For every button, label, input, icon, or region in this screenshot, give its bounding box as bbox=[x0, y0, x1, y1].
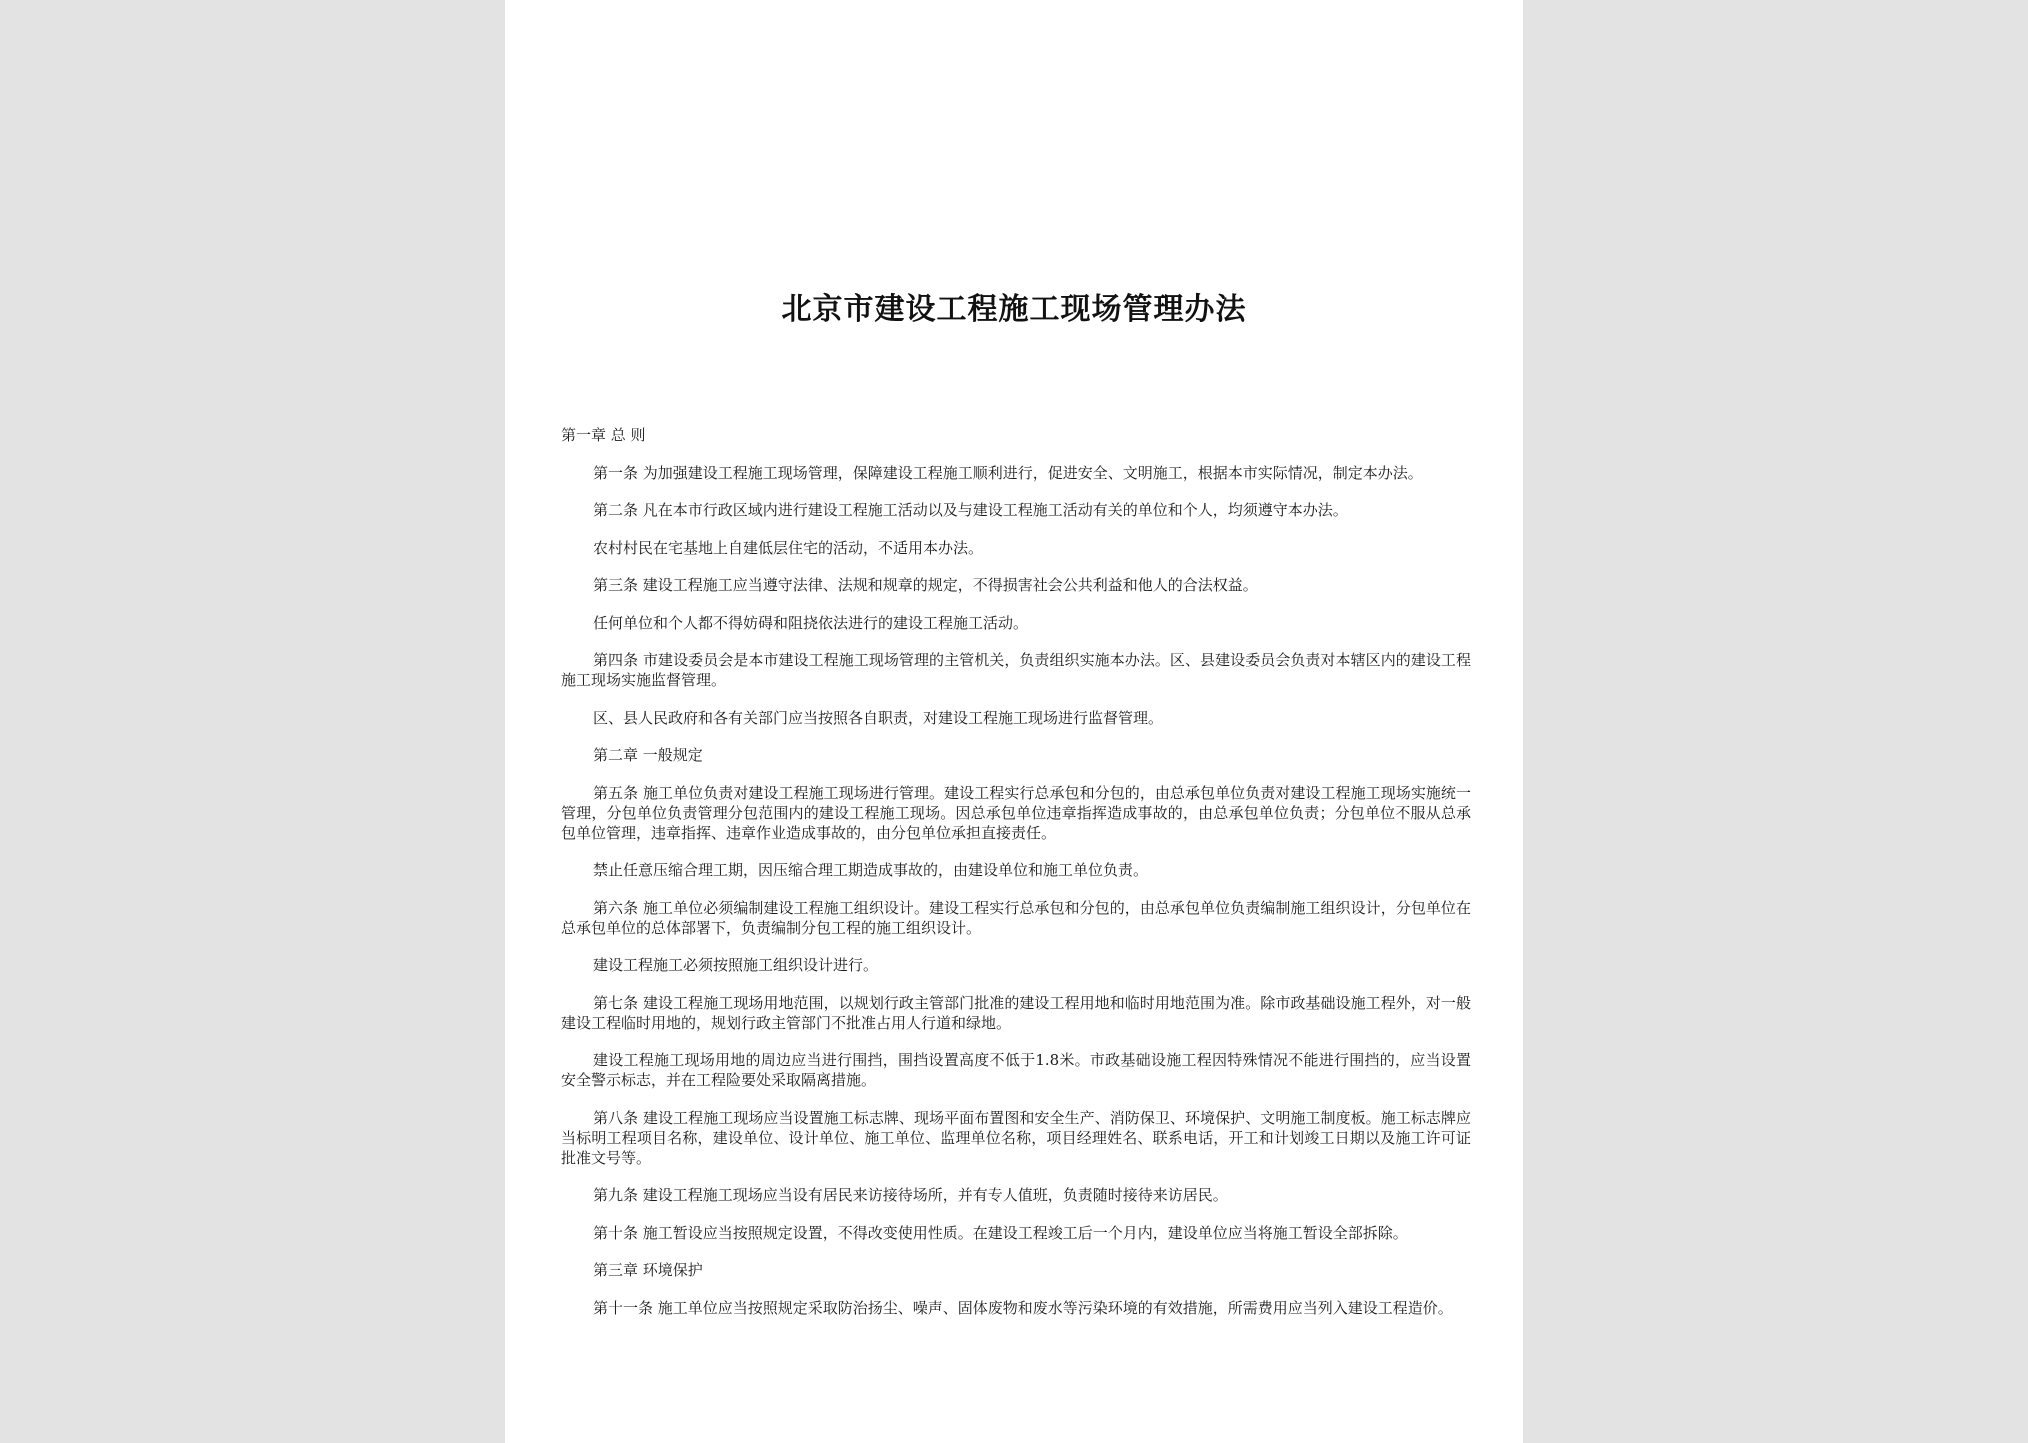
article-paragraph: 禁止任意压缩合理工期，因压缩合理工期造成事故的，由建设单位和施工单位负责。 bbox=[593, 861, 1149, 879]
article-paragraph: 第三条 建设工程施工应当遵守法律、法规和规章的规定，不得损害社会公共利益和他人的合法权益。 bbox=[593, 576, 1258, 594]
chapter-heading: 第三章 环境保护 bbox=[593, 1261, 703, 1279]
article-paragraph: 第十条 施工暂设应当按照规定设置，不得改变使用性质。在建设工程竣工后一个月内，建设单位应当将施工暂设全部拆除。 bbox=[593, 1223, 1408, 1242]
article-paragraph: 农村村民在宅基地上自建低层住宅的活动，不适用本办法。 bbox=[593, 538, 984, 557]
article-paragraph: 第八条 建设工程施工现场应当设置施工标志牌、现场平面布置图和安全生产、消防保卫、环境保护、文明施工制度板。施工标志牌应当标明工程项目名称，建设单位、设计单位、施工单位、监理单位名称，项目经理姓名、联系电话，开工和计划竣工日期以及施工许可证批准文号等。 bbox=[561, 1108, 1471, 1167]
article-paragraph: 第一条 为加强建设工程施工现场管理，保障建设工程施工顺利进行，促进安全、文明施工，根据本市实际情况，制定本办法。 bbox=[593, 463, 1423, 482]
article-paragraph: 第十一条 施工单位应当按照规定采取防治扬尘、噪声、固体废物和废水等污染环境的有效措施，所需费用应当列入建设工程造价。 bbox=[593, 1298, 1453, 1317]
document-title: 北京市建设工程施工现场管理办法 bbox=[781, 292, 1247, 327]
article-paragraph: 第九条 建设工程施工现场应当设有居民来访接待场所，并有专人值班，负责随时接待来访居民。 bbox=[593, 1186, 1228, 1204]
article-paragraph: 任何单位和个人都不得妨碍和阻挠依法进行的建设工程施工活动。 bbox=[593, 613, 1029, 632]
article-paragraph: 区、县人民政府和各有关部门应当按照各自职责，对建设工程施工现场进行监督管理。 bbox=[593, 708, 1164, 727]
document-body bbox=[561, 425, 1471, 1335]
document-page bbox=[505, 0, 1523, 1443]
article-paragraph: 第二条 凡在本市行政区域内进行建设工程施工活动以及与建设工程施工活动有关的单位和个人，均须遵守本办法。 bbox=[593, 501, 1348, 519]
article-paragraph: 第七条 建设工程施工现场用地范围，以规划行政主管部门批准的建设工程用地和临时用地范围为准。除市政基础设施工程外，对一般建设工程临时用地的，规划行政主管部门不批准占用人行道和绿地。 bbox=[561, 993, 1471, 1032]
article-paragraph: 建设工程施工现场用地的周边应当进行围挡，围挡设置高度不低于1.8米。市政基础设施工程因特殊情况不能进行围挡的，应当设置安全警示标志，并在工程险要处采取隔离措施。 bbox=[561, 1051, 1471, 1089]
chapter-heading: 第二章 一般规定 bbox=[593, 746, 703, 764]
article-paragraph: 第四条 市建设委员会是本市建设工程施工现场管理的主管机关，负责组织实施本办法。区、县建设委员会负责对本辖区内的建设工程施工现场实施监督管理。 bbox=[561, 651, 1471, 689]
chapter-heading: 第一章 总 则 bbox=[561, 426, 646, 444]
article-paragraph: 第六条 施工单位必须编制建设工程施工组织设计。建设工程实行总承包和分包的，由总承包单位负责编制施工组织设计，分包单位在总承包单位的总体部署下，负责编制分包工程的施工组织设计。 bbox=[561, 898, 1471, 937]
article-paragraph: 建设工程施工必须按照施工组织设计进行。 bbox=[593, 956, 879, 974]
article-paragraph: 第五条 施工单位负责对建设工程施工现场进行管理。建设工程实行总承包和分包的，由总承包单位负责对建设工程施工现场实施统一管理，分包单位负责管理分包范围内的建设工程施工现场。因总承包单位违章指挥造成事故的，由总承包单位负责；分包单位不服从总承包单位管理，违章指挥、违章作业造成事故的，由分包单位承担直接责任。 bbox=[561, 783, 1471, 842]
